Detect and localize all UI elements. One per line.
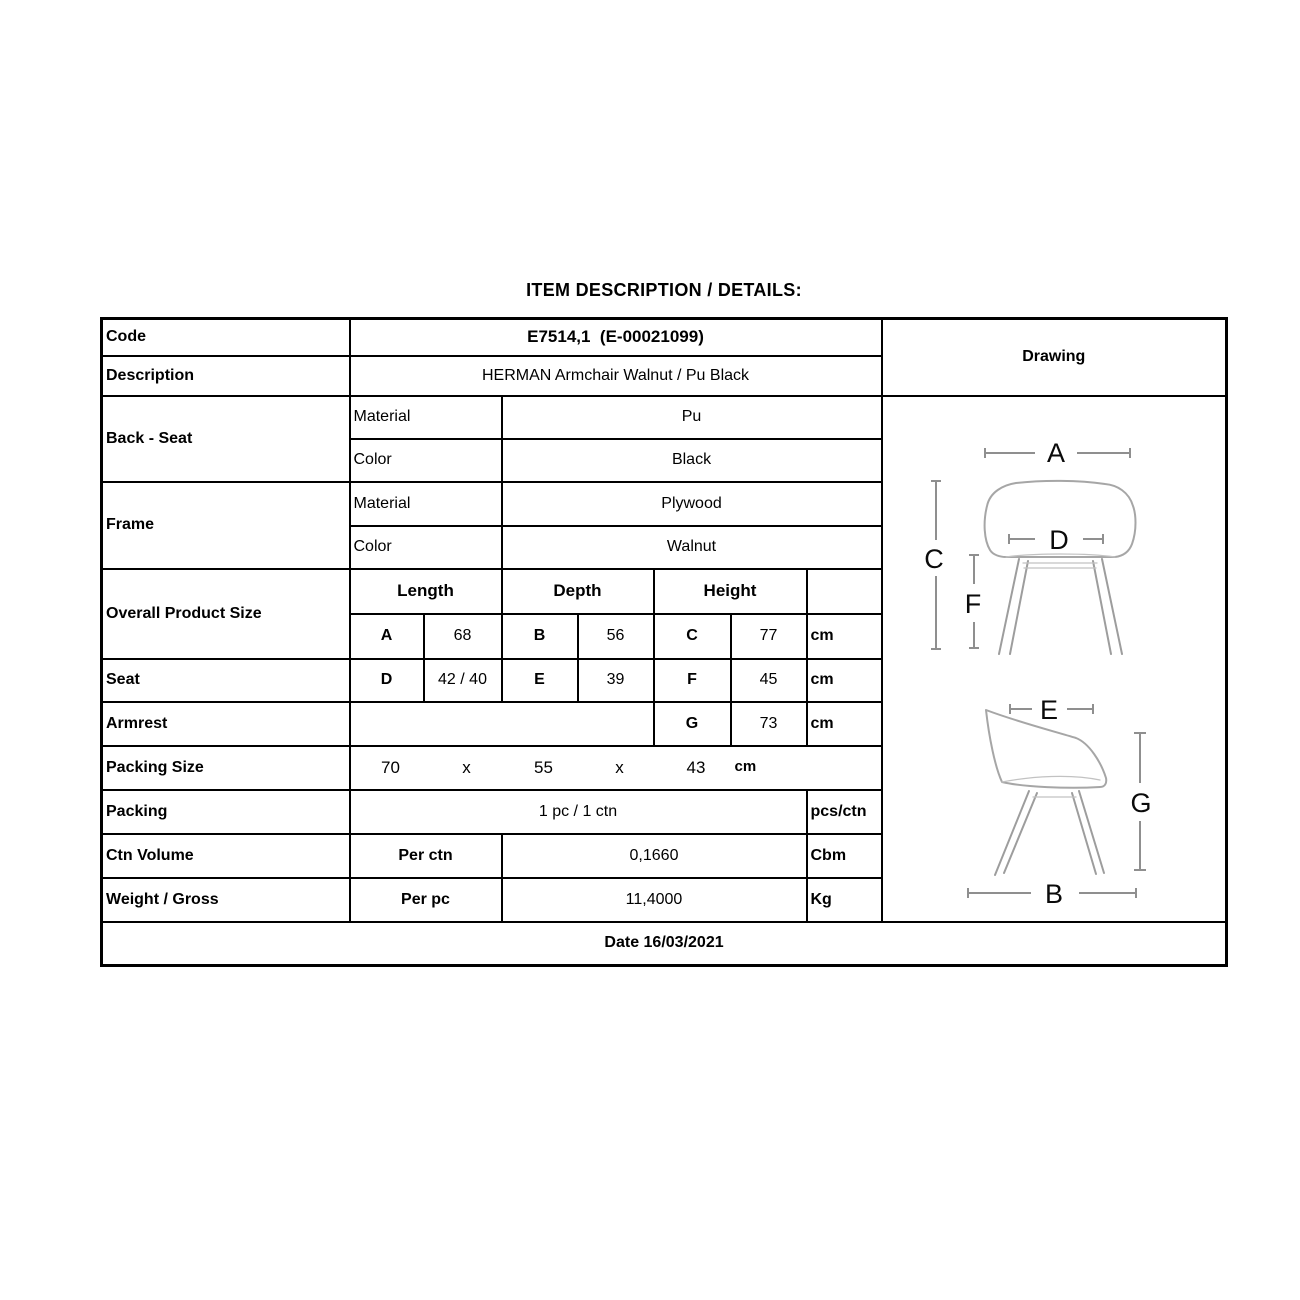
chair-side-view-sketch (883, 667, 1227, 915)
dim-label-c: C (923, 543, 944, 574)
spec-sheet (100, 280, 1228, 967)
dim-f-key: F (654, 659, 731, 702)
overall-size-unit: cm (807, 614, 882, 659)
packing-label: Packing (102, 790, 350, 834)
backseat-material-label: Material (350, 396, 502, 439)
code-value: E7514,1 (E-00021099) (350, 319, 882, 356)
page-title: ITEM DESCRIPTION / DETAILS: (526, 280, 802, 300)
chair-front-view-sketch (883, 422, 1227, 667)
packing-size-sep2: x (615, 757, 624, 777)
backseat-color-value: Black (502, 439, 882, 482)
row-code (102, 319, 1227, 356)
dim-label-d: D (1048, 524, 1069, 555)
armrest-empty-cell (350, 702, 654, 746)
row-backseat-material (102, 396, 1227, 439)
row-date (102, 922, 1227, 966)
dim-label-f: F (964, 588, 981, 619)
weight-gross-label: Weight / Gross (102, 878, 350, 922)
packing-size-length: 70 (381, 757, 400, 777)
dim-a-value: 68 (424, 614, 502, 659)
packing-size-values (350, 746, 882, 790)
ctn-volume-label: Ctn Volume (102, 834, 350, 878)
description-label: Description (102, 356, 350, 396)
seat-unit: cm (807, 659, 882, 702)
armrest-label: Armrest (102, 702, 350, 746)
overall-size-unit-spacer (807, 569, 882, 614)
packing-size-height: 43 (686, 757, 706, 777)
packing-size-label: Packing Size (102, 746, 350, 790)
frame-material-label: Material (350, 482, 502, 526)
dim-f-value: 45 (731, 659, 807, 702)
frame-color-value: Walnut (502, 526, 882, 569)
dim-d-key: D (350, 659, 424, 702)
overall-size-label: Overall Product Size (102, 569, 350, 659)
dim-label-e: E (1039, 694, 1058, 725)
code-label: Code (102, 319, 350, 356)
ctn-volume-value: 0,1660 (502, 834, 807, 878)
weight-gross-per-label: Per pc (350, 878, 502, 922)
packing-size-filler (811, 758, 878, 778)
dim-b-key: B (502, 614, 578, 659)
chair-side-outline (986, 710, 1106, 875)
ctn-volume-unit: Cbm (807, 834, 882, 878)
front-dimension-lines (924, 438, 1130, 649)
backseat-color-label: Color (350, 439, 502, 482)
frame-material-value: Plywood (502, 482, 882, 526)
chair-front-outline (984, 480, 1135, 653)
dim-g-key: G (654, 702, 731, 746)
seat-label: Seat (102, 659, 350, 702)
dim-label-g: G (1130, 787, 1152, 818)
packing-unit: pcs/ctn (807, 790, 882, 834)
frame-label: Frame (102, 482, 350, 569)
dim-label-a: A (1046, 437, 1065, 468)
packing-value: 1 pc / 1 ctn (350, 790, 807, 834)
depth-header: Depth (502, 569, 654, 614)
packing-size-unit: cm (734, 757, 757, 775)
frame-color-label: Color (350, 526, 502, 569)
length-header: Length (350, 569, 502, 614)
packing-size-sep1: x (462, 757, 471, 777)
ctn-volume-per-label: Per ctn (350, 834, 502, 878)
dim-b-value: 56 (578, 614, 654, 659)
side-dimension-lines (968, 695, 1152, 909)
description-value: HERMAN Armchair Walnut / Pu Black (350, 356, 882, 396)
height-header: Height (654, 569, 807, 614)
dim-a-key: A (350, 614, 424, 659)
dim-e-key: E (502, 659, 578, 702)
dim-d-value: 42 / 40 (424, 659, 502, 702)
weight-gross-unit: Kg (807, 878, 882, 922)
drawing-header: Drawing (882, 319, 1227, 396)
backseat-material-value: Pu (502, 396, 882, 439)
backseat-label: Back - Seat (102, 396, 350, 482)
date-value: Date 16/03/2021 (102, 922, 1227, 966)
dim-g-value: 73 (731, 702, 807, 746)
dim-c-value: 77 (731, 614, 807, 659)
drawing-area (882, 396, 1227, 922)
armrest-unit: cm (807, 702, 882, 746)
weight-gross-value: 11,4000 (502, 878, 807, 922)
dim-e-value: 39 (578, 659, 654, 702)
packing-size-depth: 55 (534, 757, 553, 777)
dim-label-b: B (1044, 878, 1063, 909)
spec-table (100, 317, 1228, 967)
dim-c-key: C (654, 614, 731, 659)
